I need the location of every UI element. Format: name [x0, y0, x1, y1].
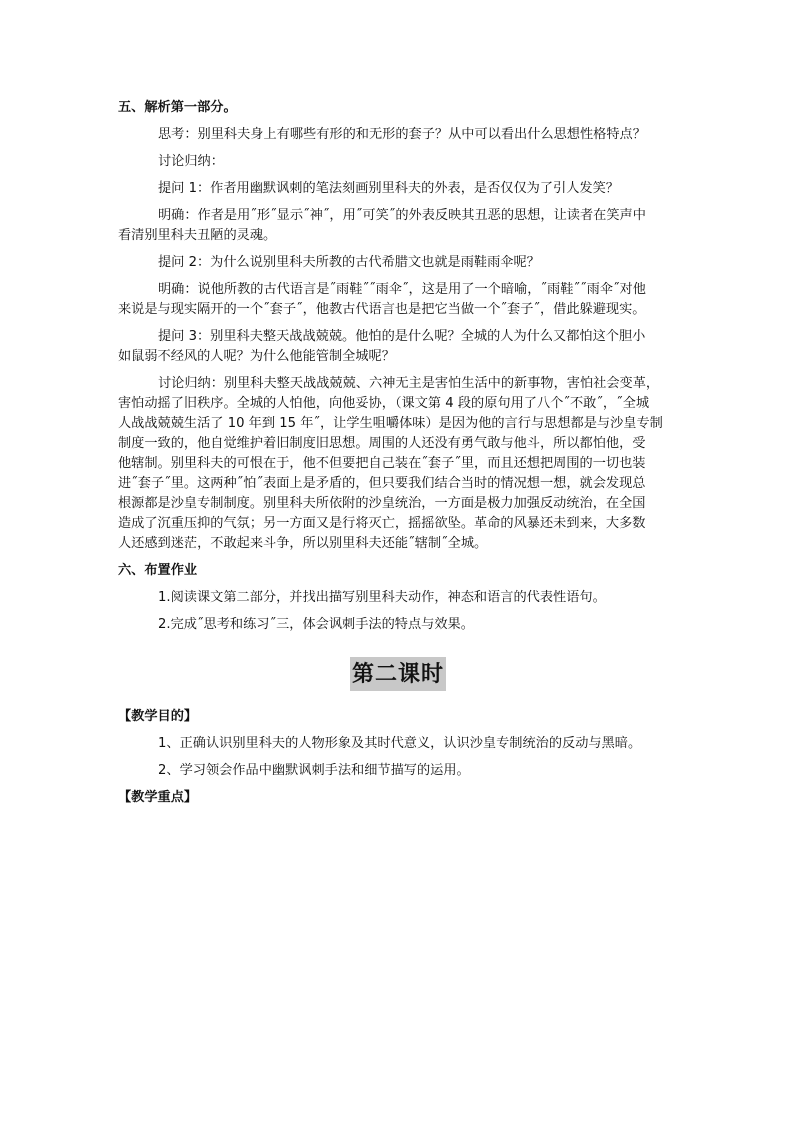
- answer-1-line-2: 看清别里科夫丑陋的灵魂。: [118, 228, 277, 243]
- teaching-goal-2: 2、学习领会作品中幽默讽刺手法和细节描写的运用。: [158, 763, 470, 778]
- section-5-heading: 五、解析第一部分。: [118, 100, 237, 115]
- think-question: 思考：别里科夫身上有哪些有形的和无形的套子？从中可以看出什么思想性格特点？: [158, 127, 646, 142]
- lesson-title: 第二课时: [350, 657, 446, 691]
- answer-2-line-1: 明确：说他所教的古代语言是˝雨鞋˝˝雨伞˝，这是用了一个暗喻，˝雨鞋˝˝雨伞˝对他: [158, 282, 646, 297]
- question-1: 提问 1：作者用幽默讽刺的笔法刻画别里科夫的外表，是否仅仅为了引人发笑？: [158, 181, 619, 196]
- answer-2-line-2: 来说是与现实隔开的一个˝套子˝，他教古代语言也是把它当做一个˝套子˝，借此躲避现实。: [118, 302, 646, 317]
- discuss-label: 讨论归纳：: [158, 154, 224, 169]
- answer-1-line-1: 明确：作者是用˝形˝显示˝神˝，用˝可笑˝的外表反映其丑恶的思想，让读者在笑声中: [158, 208, 646, 223]
- document-body: [118, 98, 678, 815]
- summary-line-8: 造成了沉重压抑的气氛；另一方面又是行将灭亡，摇摇欲坠。革命的风暴还未到来，大多数: [118, 516, 646, 531]
- teaching-goals-label: 【教学目的】: [118, 709, 198, 724]
- summary-line-7: 根源都是沙皇专制制度。别里科夫所依附的沙皇统治，一方面是极力加强反动统治，在全国: [118, 496, 646, 511]
- summary-line-3: 人战战兢兢生活了 10 年到 15 年˝，让学生咀嚼体味）是因为他的言行与思想都是与沙皇专制: [118, 416, 663, 431]
- teaching-focus-label: 【教学重点】: [118, 790, 198, 805]
- section-6-heading: 六、布置作业: [118, 563, 198, 578]
- summary-line-4: 制度一致的，他自觉维护着旧制度旧思想。周围的人还没有勇气敢与他斗，所以都怕他，受: [118, 436, 646, 451]
- teaching-goal-1: 1、正确认识别里科夫的人物形象及其时代意义，认识沙皇专制统治的反动与黑暗。: [158, 736, 642, 751]
- lesson-title-block: [118, 657, 678, 691]
- summary-line-2: 害怕动摇了旧秩序。全城的人怕他，向他妥协，（课文第 4 段的原句用了八个˝不敢˝，˝全城: [118, 396, 650, 411]
- summary-line-5: 他辖制。别里科夫的可恨在于，他不但要把自己装在˝套子˝里，而且还想把周围的一切也装: [118, 456, 646, 471]
- question-3-line-1: 提问 3：别里科夫整天战战兢兢。他怕的是什么呢？全城的人为什么又都怕这个胆小: [158, 329, 646, 344]
- summary-line-6: 进˝套子˝里。这两种˝怕˝表面上是矛盾的，但只要我们结合当时的情况想一想，就会发现总: [118, 476, 646, 491]
- homework-item-1: 1.阅读课文第二部分，并找出描写别里科夫动作，神态和语言的代表性语句。: [158, 590, 606, 605]
- question-3-line-2: 如鼠弱不经风的人呢？为什么他能管制全城呢？: [118, 349, 395, 364]
- summary-line-1: 讨论归纳：别里科夫整天战战兢兢、六神无主是害怕生活中的新事物，害怕社会变革，: [158, 376, 660, 391]
- question-2: 提问 2：为什么说别里科夫所教的古代希腊文也就是雨鞋雨伞呢？: [158, 255, 540, 270]
- homework-item-2: 2.完成˝思考和练习˝三，体会讽刺手法的特点与效果。: [158, 617, 474, 632]
- summary-line-9: 人还感到迷茫，不敢起来斗争，所以别里科夫还能˝辖制˝全城。: [118, 536, 488, 551]
